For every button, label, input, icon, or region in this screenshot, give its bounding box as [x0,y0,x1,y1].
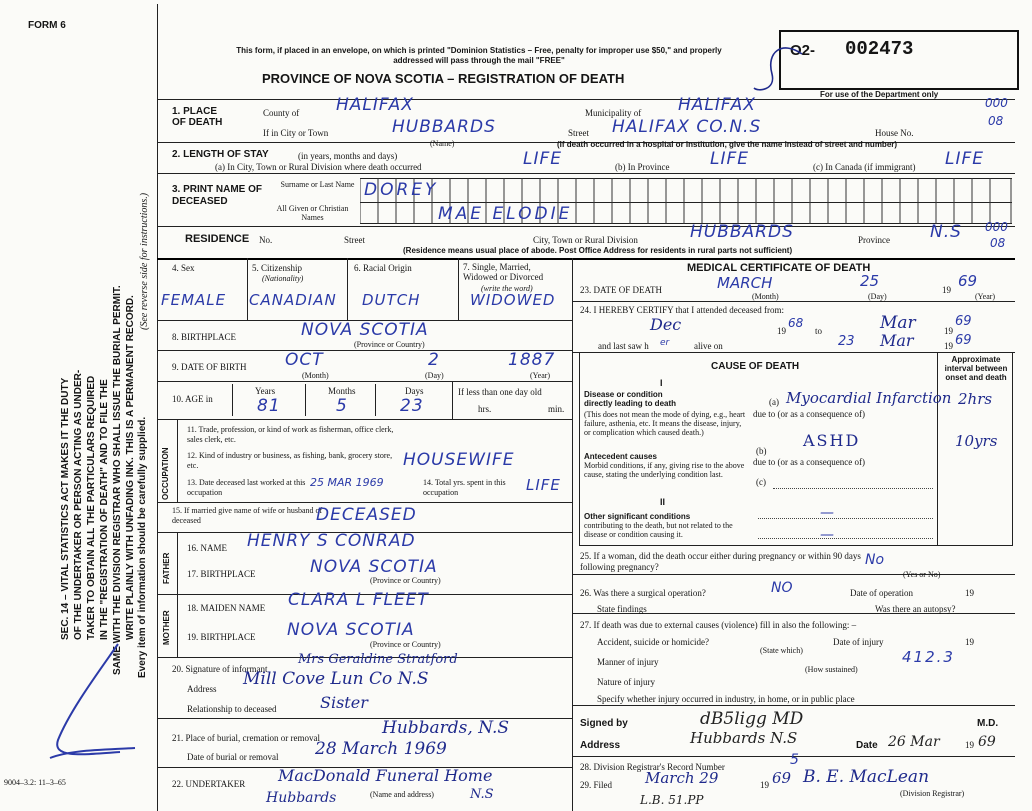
min-label: min. [548,404,565,414]
age-label: 10. AGE in [172,394,213,404]
q26-value: NO [771,580,793,596]
place-label: 1. PLACE OF DEATH [172,106,223,128]
q27-inj-prefix: 19 [965,637,974,647]
antecedent-label: Antecedent causes [584,452,657,461]
occ-13-label: 13. Date deceased last worked at this occupation [187,478,306,497]
last-month: Mar [880,331,914,350]
father-side-label: FATHER [162,552,171,584]
dod-month-hint: (Month) [752,292,779,301]
side-line-4: IN THE "REGISTRATION OF DEATH" AND TO FILE THE [99,379,110,640]
q25-value: No [865,552,885,568]
informant-addr: Mill Cove Lun Co N.S [243,669,429,689]
undertaker-name: MacDonald Funeral Home [278,766,493,785]
antecedent-note: Morbid conditions, if any, giving rise to the above cause, stating the underlying condition last. [584,461,745,479]
birthplace-label: 8. BIRTHPLACE [172,332,236,342]
dob-day: 2 [428,350,440,370]
q27-specify-label: Specify whether injury occurred in industry, in home, or in public place [597,694,855,704]
stay-hint: (in years, months and days) [298,151,398,161]
dob-day-hint: (Day) [425,371,444,380]
reg-number: 002473 [845,38,914,60]
sex-label: 4. Sex [172,263,195,273]
father-name-label: 16. NAME [187,543,227,553]
last-year: 69 [955,333,972,348]
q26-date-prefix: 19 [965,588,974,598]
print-code: 9004–3.2: 11–3–65 [4,778,66,787]
q27-manner-label: Manner of injury [597,657,659,667]
cause-title: CAUSE OF DEATH [711,361,800,372]
other-value-2: — [820,527,834,543]
spouse-value: DECEASED [316,505,417,525]
q28-label: 28. Division Registrar's Record Number [580,762,725,772]
q28-value: 5 [790,752,799,768]
race-value: DUTCH [362,291,421,309]
certify-label: 24. I HEREBY CERTIFY that I attended deceased from: [580,305,784,315]
attended-to-month: Mar [880,313,916,333]
side-line-6: WRITE PLAINLY WITH UNFADING INK. THIS IS A PERMANENT RECORD. [125,295,136,640]
father-name: HENRY S CONRAD [247,531,416,551]
last-saw-label: and last saw h [598,341,649,351]
burial-date-label: Date of burial or removal [187,752,279,762]
signed-date: 26 Mar [888,734,940,750]
other-note: contributing to the death, but not related to the disease or condition causing it. [584,521,733,539]
residence-prov-label: Province [858,235,890,245]
informant-addr-label: Address [187,684,217,694]
dod-day-hint: (Day) [868,292,887,301]
hrs-label: hrs. [478,404,492,414]
cause-a-due: due to (or as a consequence of) [753,409,865,419]
occ-last-worked: 25 MAR 1969 [310,476,384,489]
marital-value: WIDOWED [470,291,556,309]
cause-a-value: Myocardial Infarction [786,389,952,407]
to-prefix: 19 [944,326,953,336]
residence-note: (Residence means usual place of abode. Post Office Address for residents in rural parts not sufficient) [403,246,793,255]
muni-label: Municipality of [585,108,642,118]
occ-total: LIFE [526,476,561,494]
dob-label: 9. DATE OF BIRTH [172,362,247,372]
reg-curl-mark [752,30,812,100]
race-label: 6. Racial Origin [354,263,412,273]
marital-hint: (write the word) [481,284,533,293]
to-label: to [815,326,823,336]
cause-a-marker: (a) [769,397,779,407]
q27-nature-label: Nature of injury [597,677,655,687]
side-line-8: (See reverse side for instructions.) [139,192,150,330]
city-label: If in City or Town [263,128,329,138]
dept-use-label: For use of the Department only [820,90,939,99]
county-value: HALIFAX [336,95,414,115]
q27-acc-label: Accident, suicide or homicide? [597,637,709,647]
birthplace-value: NOVA SCOTIA [301,320,429,340]
age-years-label: Years [255,386,276,396]
q26-state-label: State findings [597,604,647,614]
form-number: FORM 6 [28,20,66,31]
dod-label: 23. DATE OF DEATH [580,285,662,295]
surname-value: DOREY [364,180,439,200]
house-label: House No. [875,128,914,138]
dept-code-1: 000 [985,96,1008,110]
other-label: Other significant conditions [584,512,691,521]
cause-b-marker: (b) [756,446,767,456]
age-months-label: Months [328,386,356,396]
signed-prefix: 19 [965,740,974,750]
q27-inj-date-label: Date of injury [833,637,884,647]
dod-year-prefix: 19 [942,285,951,295]
footer-handwritten: L.B. 51.PP [640,793,704,807]
undertaker-label: 22. UNDERTAKER [172,779,246,789]
dob-year-hint: (Year) [530,371,551,380]
q29-date: March 29 [645,769,719,787]
name-label: 3. PRINT NAME OF DECEASED [172,184,263,207]
stay-a-value: LIFE [523,149,563,169]
q29-registrar: B. E. MacLean [803,767,930,787]
q26-autopsy-label: Was there an autopsy? [875,604,956,614]
age-days: 23 [400,396,424,416]
reg-prefix: O2- [790,42,816,59]
cit-value: CANADIAN [249,291,337,309]
residence-label: RESIDENCE [185,233,250,245]
stay-a-label: (a) In City, Town or Rural Division where death occurred [215,162,422,172]
alive-label: alive on [694,341,723,351]
father-bp-label: 17. BIRTHPLACE [187,569,256,579]
occupation-side-label: OCCUPATION [161,447,170,500]
stay-c-value: LIFE [945,149,985,169]
q29-label: 29. Filed [580,780,613,790]
roman-two: II [660,497,666,507]
residence-city-label: City, Town or Rural Division [533,235,638,245]
signed-label: Signed by [580,718,628,729]
mother-name-label: 18. MAIDEN NAME [187,603,266,613]
attended-from-month: Dec [650,315,682,334]
sex-value: FEMALE [161,291,227,309]
cause-b-due: due to (or as a consequence of) [753,457,865,467]
residence-street-label: Street [344,235,365,245]
dob-year: 1887 [508,350,556,370]
occ-12-label: 12. Kind of industry or business, as fishing, bank, grocery store, etc. [187,451,393,470]
margin-initial-mark [40,640,140,770]
last-day: 23 [838,334,855,349]
stay-b-label: (b) In Province [615,162,670,172]
residence-prov-value: N.S [930,222,962,242]
burial-date: 28 March 1969 [315,739,447,759]
informant-rel-label: Relationship to deceased [187,704,277,714]
undertaker-addr-hint: (Name and address) [370,790,434,799]
father-bp: NOVA SCOTIA [310,557,438,577]
last-saw-suffix: er [660,338,670,348]
age-days-label: Days [405,386,424,396]
cause-a-interval: 2hrs [958,390,993,408]
to-year: 69 [955,314,972,329]
q27-label: 27. If death was due to external causes (violence) fill in also the following: – [580,620,857,630]
signed-date-label: Date [856,740,878,751]
dod-day: 25 [860,272,880,290]
mother-name: CLARA L FLEET [288,590,429,610]
age-years: 81 [257,396,281,416]
mail-notice: This form, if placed in an envelope, on which is printed "Dominion Statistics – Free, penalty for improper use $50," and properly addressed will pass through the mail "FREE" [236,46,722,65]
q29-registrar-hint: (Division Registrar) [900,789,965,798]
residence-city-value: HUBBARDS [690,222,794,242]
dept-code-4: 08 [990,236,1006,250]
spouse-label: 15. If married give name of wife or husband of deceased [172,506,323,525]
less-day-label: If less than one day old [458,387,542,397]
informant-sig-label: 20. Signature of informant [172,664,268,674]
dob-month-hint: (Month) [302,371,329,380]
from-year: 68 [788,316,804,330]
direct-note: (This does not mean the mode of dying, e.g., heart failure, asthenia, etc. It means the disease, injury, or complication which caused death.) [584,410,746,437]
undertaker-prov: N.S [470,787,494,802]
interval-label: Approximate interval between onset and death [944,355,1008,382]
surname-label: Surname or Last Name [280,180,355,189]
q29-prefix: 19 [760,780,769,790]
q29-year: 69 [772,769,792,787]
occ-industry: HOUSEWIFE [403,450,515,470]
burial-place-label: 21. Place of burial, cremation or removal [172,733,320,743]
cause-c-marker: (c) [756,477,766,487]
q26-label: 26. Was there a surgical operation? [580,588,706,598]
q27-code: 412.3 [902,648,955,666]
form-title: PROVINCE OF NOVA SCOTIA – REGISTRATION OF DEATH [262,71,625,86]
roman-one: I [660,378,663,388]
dob-month: OCT [285,350,324,370]
given-value: MAE ELODIE [438,204,573,224]
city-value: HUBBARDS [392,117,496,137]
signed-addr: Hubbards N.S [690,729,798,747]
occ-11-label: 11. Trade, profession, or kind of work as fisherman, office clerk, sales clerk, etc. [187,425,394,444]
dod-year-hint: (Year) [975,292,996,301]
dept-code-2: 08 [988,114,1004,128]
mother-bp: NOVA SCOTIA [287,620,415,640]
last-prefix: 19 [944,341,953,351]
stay-b-value: LIFE [710,149,750,169]
stay-c-label: (c) In Canada (if immigrant) [813,162,916,172]
name-hint: (Name) [430,139,455,148]
stay-label: 2. LENGTH OF STAY [172,149,269,160]
medical-title: MEDICAL CERTIFICATE OF DEATH [687,262,871,274]
signed-addr-label: Address [580,740,621,751]
street-label: Street [568,128,589,138]
md-label: M.D. [977,718,999,729]
cit-hint: (Nationality) [262,274,304,283]
signed-signature: dB5ligg MD [700,709,804,729]
side-line-3: TAKER TO OBTAIN ALL THE PARTICULARS REQUIRED [86,375,97,640]
side-line-5: SAME WITH THE DIVISION REGISTRAR WHO SHALL ISSUE THE BURIAL PERMIT. [112,285,123,675]
side-line-1: SEC. 14 – VITAL STATISTICS ACT MAKES IT THE DUTY [60,377,71,640]
mother-bp-hint: (Province or Country) [370,640,441,649]
street-value: HALIFAX CO.N.S [612,117,762,137]
side-line-7: Every item of information should be carefully supplied. [137,416,148,678]
from-prefix: 19 [777,326,786,336]
side-line-2: OF THE UNDERTAKER OR PERSON ACTING AS UNDER- [73,369,84,640]
informant-rel: Sister [320,693,368,712]
burial-place: Hubbards, N.S [382,718,510,738]
muni-value: HALIFAX [678,95,756,115]
q25-label: 25. If a woman, did the death occur either during pregnancy or within 90 days following pregnancy? [580,551,861,572]
cit-label: 5. Citizenship [252,263,302,273]
cause-b-value: ASHD [803,431,861,450]
dod-year: 69 [958,272,978,290]
occ-14-label: 14. Total yrs. spent in this occupation [423,478,506,497]
marital-label: 7. Single, Married, Widowed or Divorced [463,262,544,282]
direct-label: Disease or condition directly leading to death [584,390,677,408]
informant-sig: Mrs Geraldine Stratford [298,652,458,667]
q26-date-label: Date of operation [850,588,913,598]
other-value-1: — [820,505,834,521]
q25-hint: (Yes or No) [903,570,941,579]
mother-bp-label: 19. BIRTHPLACE [187,632,256,642]
birthplace-hint: (Province or Country) [354,340,425,349]
dept-code-3: 000 [985,220,1008,234]
father-bp-hint: (Province or Country) [370,576,441,585]
mother-side-label: MOTHER [162,610,171,645]
hospital-note: (If death occurred in a hospital or institution, give the name instead of street and number) [557,140,898,149]
age-months: 5 [336,396,348,416]
county-label: County of [263,108,300,118]
signed-year: 69 [978,734,996,750]
q27-sustained-hint: (How sustained) [805,665,858,674]
undertaker-addr: Hubbards [266,790,337,806]
dod-month: MARCH [717,274,773,292]
residence-no-label: No. [259,235,273,245]
q27-state-hint: (State which) [760,646,803,655]
given-label: All Given or Christian Names [276,204,349,222]
cause-b-interval: 10yrs [955,432,998,450]
